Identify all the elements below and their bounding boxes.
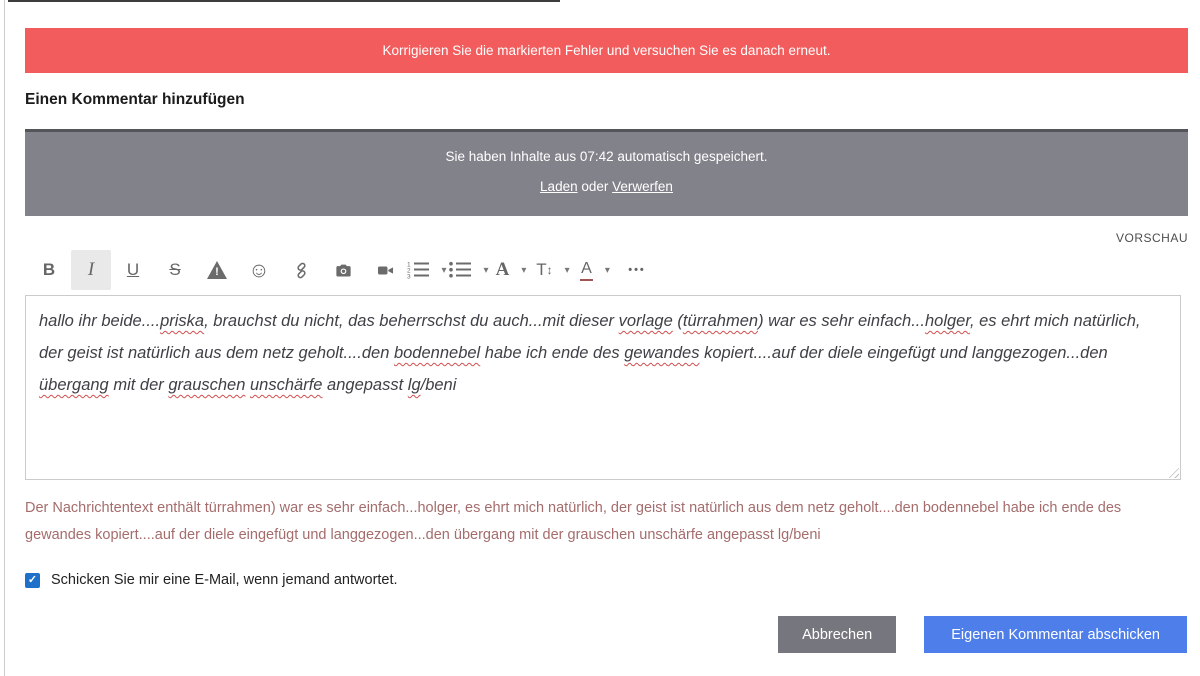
chevron-down-icon[interactable]: ▾ bbox=[604, 264, 610, 276]
unordered-list-icon bbox=[449, 261, 471, 279]
email-notify-checkbox[interactable] bbox=[25, 573, 40, 588]
chevron-down-icon[interactable]: ▾ bbox=[564, 264, 570, 276]
strikethrough-button[interactable] bbox=[155, 250, 195, 290]
text-color-icon: A bbox=[580, 260, 593, 281]
italic-button[interactable] bbox=[71, 250, 111, 290]
autosave-notice bbox=[25, 129, 1188, 216]
comment-text bbox=[39, 305, 1167, 401]
svg-text:3: 3 bbox=[407, 273, 412, 279]
cancel-button[interactable]: Abbrechen bbox=[778, 616, 896, 653]
top-border-line bbox=[8, 0, 560, 2]
bold-icon: B bbox=[42, 260, 56, 279]
editor-toolbar bbox=[25, 248, 1188, 292]
misspelled-word: gewandes bbox=[624, 344, 700, 362]
editor-text-segment: hallo ihr beide.... bbox=[39, 312, 161, 330]
strikethrough-icon: S bbox=[169, 260, 181, 279]
font-icon: A bbox=[495, 259, 510, 280]
editor-text-segment: , brauchst du nicht, das beherrschst du auch...mit dieser bbox=[204, 312, 619, 330]
error-banner bbox=[25, 28, 1188, 73]
text-size-icon: T↕ bbox=[536, 260, 553, 279]
editor-text-segment: /beni bbox=[420, 376, 457, 394]
italic-icon: I bbox=[87, 259, 95, 280]
emoji-icon: ☺ bbox=[248, 258, 270, 282]
misspelled-word: lg bbox=[407, 376, 421, 394]
check-icon: ✓ bbox=[27, 573, 38, 586]
more-icon: ••• bbox=[628, 264, 646, 276]
page-title: Einen Kommentar hinzufügen bbox=[25, 91, 245, 108]
link-icon bbox=[292, 261, 311, 280]
submit-button[interactable]: Eigenen Kommentar abschicken bbox=[924, 616, 1187, 653]
misspelled-word: übergang bbox=[39, 376, 109, 394]
misspelled-word: vorlage bbox=[618, 312, 673, 330]
editor-text-segment: habe ich ende des bbox=[480, 344, 625, 362]
camera-icon bbox=[334, 261, 353, 280]
more-button[interactable] bbox=[617, 250, 657, 290]
autosave-load-link[interactable]: Laden bbox=[540, 179, 578, 194]
error-banner-text: Korrigieren Sie die markierten Fehler und versuchen Sie es danach erneut. bbox=[382, 43, 831, 58]
form-actions bbox=[25, 616, 1188, 653]
link-button[interactable] bbox=[281, 250, 321, 290]
misspelled-word: grauschen bbox=[168, 376, 246, 394]
preview-row bbox=[25, 229, 1188, 247]
unordered-list-button[interactable] bbox=[449, 250, 489, 290]
emoji-button[interactable] bbox=[239, 250, 279, 290]
editor-text-segment: , es ehrt mich natürlich, der geist ist natürlich aus dem netz geholt....den bbox=[39, 312, 1141, 362]
left-border-line bbox=[4, 0, 5, 676]
editor-text-segment: mit der bbox=[108, 376, 169, 394]
video-button[interactable] bbox=[365, 250, 405, 290]
misspelled-word: unschärfe bbox=[250, 376, 323, 394]
misspelled-word: priska bbox=[160, 312, 205, 330]
font-button[interactable] bbox=[491, 250, 531, 290]
underline-icon: U bbox=[126, 260, 140, 279]
misspelled-word: bodennebel bbox=[393, 344, 481, 362]
misspelled-word: holger bbox=[924, 312, 970, 330]
ordered-list-icon bbox=[407, 261, 429, 279]
autosave-discard-link[interactable]: Verwerfen bbox=[612, 179, 673, 194]
validation-error-text: Der Nachrichtentext enthält türrahmen) war es sehr einfach...holger, es ehrt mich natürlich, der geist ist natürlich aus dem netz geholt....den bodennebel habe ich ende des gewandes kopiert....auf der diele eingefügt und langgezogen...den übergang mit der grauschen unschärfe angepasst lg/beni bbox=[25, 500, 1122, 543]
bold-button[interactable] bbox=[29, 250, 69, 290]
ordered-list-button[interactable] bbox=[407, 250, 447, 290]
text-size-button[interactable] bbox=[533, 250, 573, 290]
email-opt-in-row bbox=[25, 572, 1188, 588]
misspelled-word: türrahmen bbox=[682, 312, 759, 330]
comment-textarea[interactable] bbox=[25, 295, 1181, 480]
autosave-links bbox=[25, 179, 1188, 194]
autosave-or-text: oder bbox=[581, 179, 609, 194]
warning-icon: ! bbox=[207, 261, 228, 279]
spoiler-button[interactable] bbox=[197, 250, 237, 290]
editor-text-segment: angepasst bbox=[322, 376, 408, 394]
video-icon bbox=[376, 261, 395, 280]
svg-text:2: 2 bbox=[407, 267, 412, 275]
resize-handle-icon[interactable] bbox=[1166, 465, 1179, 478]
editor-text-segment: ( bbox=[672, 312, 683, 330]
chevron-down-icon[interactable]: ▾ bbox=[521, 264, 527, 276]
preview-button[interactable]: VORSCHAU bbox=[1115, 231, 1188, 245]
editor-text-segment: ) war es sehr einfach... bbox=[758, 312, 925, 330]
underline-button[interactable] bbox=[113, 250, 153, 290]
editor-text-segment: kopiert....auf der diele eingefügt und langgezogen...den bbox=[699, 344, 1108, 362]
svg-text:1: 1 bbox=[407, 261, 412, 269]
text-color-button[interactable] bbox=[575, 250, 615, 290]
autosave-message: Sie haben Inhalte aus 07:42 automatisch gespeichert. bbox=[445, 149, 768, 164]
chevron-down-icon[interactable]: ▾ bbox=[483, 264, 489, 276]
chevron-down-icon[interactable]: ▾ bbox=[441, 264, 447, 276]
photo-button[interactable] bbox=[323, 250, 363, 290]
email-notify-label: Schicken Sie mir eine E-Mail, wenn jemand antwortet. bbox=[51, 572, 398, 588]
